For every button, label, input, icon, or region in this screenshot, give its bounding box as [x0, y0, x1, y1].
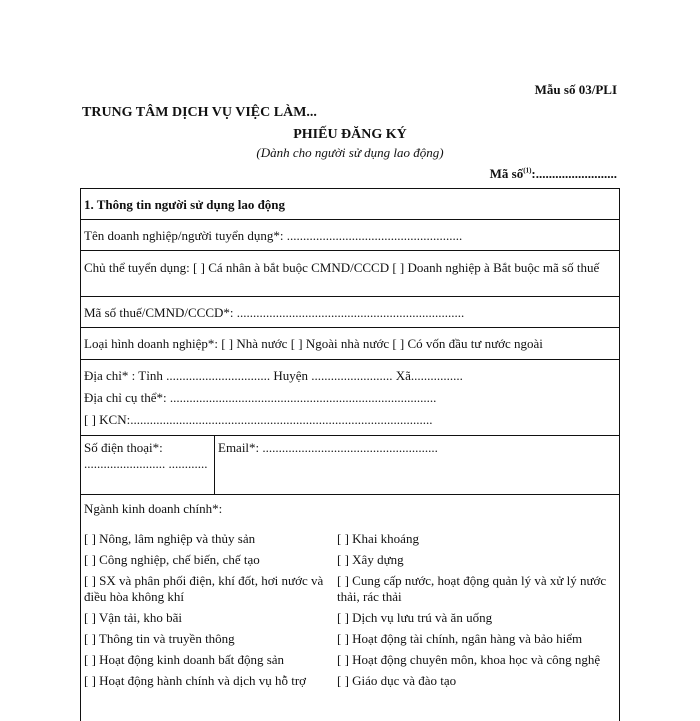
company-name-field[interactable]: Tên doanh nghiệp/người tuyển dụng*: ...................................................... — [81, 220, 619, 251]
address-detail-field[interactable]: Địa chỉ cụ thể*: .................................................................................. — [84, 390, 437, 405]
industry-option[interactable]: [ ] Thông tin và truyền thông — [84, 631, 235, 646]
address-province-field[interactable]: Địa chỉ* : Tỉnh ................................ Huyện ......................... Xã................ — [84, 368, 463, 383]
code-label: Mã số — [489, 166, 524, 181]
industry-option[interactable]: [ ] Hoạt động tài chính, ngân hàng và bảo hiểm — [337, 631, 583, 646]
code-footnote: (1) — [523, 166, 532, 175]
industry-option[interactable]: [ ] Vận tải, kho bãi — [84, 610, 182, 625]
industry-option[interactable]: [ ] Cung cấp nước, hoạt động quản lý và xử lý nước thải, rác thải — [337, 573, 607, 604]
phone-field[interactable]: Số điện thoại*: ......................... ............ — [81, 436, 215, 494]
industry-option[interactable]: [ ] Công nghiệp, chế biến, chế tạo — [84, 552, 260, 567]
form-subtitle: (Dành cho người sử dụng lao động) — [256, 145, 444, 160]
form-number: Mẫu số 03/PLI — [534, 82, 617, 97]
business-type-field[interactable]: Loại hình doanh nghiệp*: [ ] Nhà nước [ ] Ngoài nhà nước [ ] Có vốn đầu tư nước ngoài — [81, 328, 619, 360]
code-dots: :......................... — [531, 166, 617, 181]
industry-option[interactable]: [ ] Xây dựng — [337, 552, 404, 567]
address-block — [81, 360, 619, 436]
industry-option[interactable]: [ ] Hoạt động kinh doanh bất động sản — [84, 652, 285, 667]
industrial-zone-field[interactable]: [ ] KCN:............................................................................................. — [84, 412, 433, 427]
industry-option[interactable]: [ ] Giáo dục và đào tạo — [337, 673, 457, 688]
recruiter-subject-field[interactable]: Chủ thể tuyển dụng: [ ] Cá nhân à bắt buộc CMND/CCCD [ ] Doanh nghiệp à Bắt buộc mã số thuế — [81, 251, 619, 297]
section-heading: 1. Thông tin người sử dụng lao động — [81, 189, 619, 220]
industry-option[interactable]: [ ] Nông, lâm nghiệp và thủy sản — [84, 531, 256, 546]
industry-option[interactable]: [ ] SX và phân phối điện, khí đốt, hơi nước và điều hòa không khí — [84, 573, 324, 604]
industry-option[interactable]: [ ] Khai khoáng — [337, 531, 419, 546]
center-name: TRUNG TÂM DỊCH VỤ VIỆC LÀM... — [82, 105, 317, 120]
industry-option[interactable]: [ ] Hoạt động chuyên môn, khoa học và công nghệ — [337, 652, 601, 667]
industry-section — [81, 495, 619, 721]
industry-option[interactable]: [ ] Dịch vụ lưu trú và ăn uống — [337, 610, 493, 625]
industry-option[interactable]: [ ] Hoạt động hành chính và dịch vụ hỗ trợ — [84, 673, 307, 688]
employer-info-table — [80, 188, 620, 721]
industry-list — [84, 531, 616, 689]
industry-title: Ngành kinh doanh chính*: — [84, 501, 223, 516]
code-field[interactable] — [490, 166, 617, 182]
form-title: PHIẾU ĐĂNG KÝ — [293, 127, 407, 142]
email-field[interactable]: Email*: ...................................................... — [218, 440, 438, 455]
tax-id-field[interactable]: Mã số thuế/CMND/CCCD*: ...................................................................... — [81, 297, 619, 328]
contact-row — [81, 436, 619, 495]
